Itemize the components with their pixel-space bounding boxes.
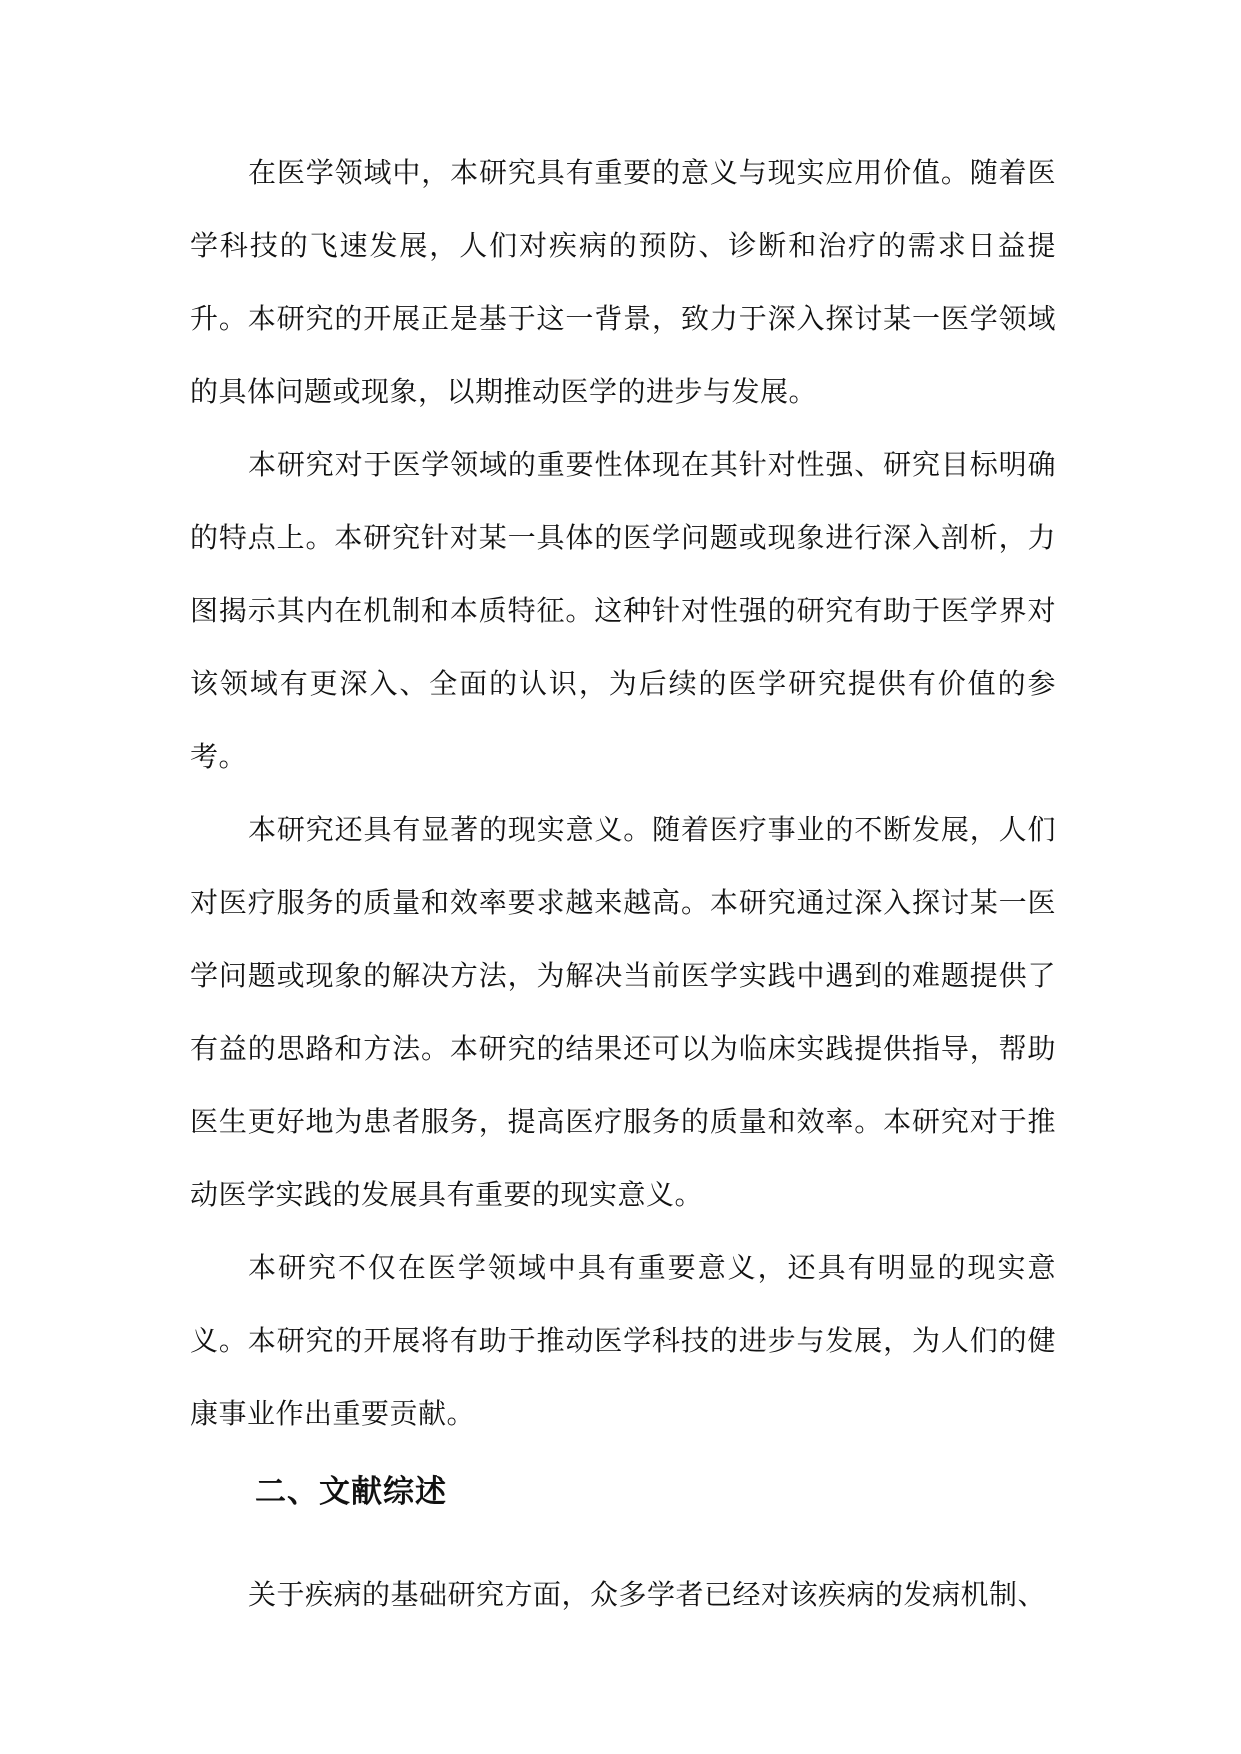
- paragraph-1: 在医学领域中，本研究具有重要的意义与现实应用价值。随着医学科技的飞速发展，人们对疾病的预防、诊断和治疗的需求日益提升。本研究的开展正是基于这一背景，致力于深入探讨某一医学领域的具体问题或现象，以期推动医学的进步与发展。: [190, 156, 1056, 408]
- body-section: [190, 136, 1056, 1450]
- section-heading-literature-review: 二、文献综述: [255, 1474, 447, 1510]
- paragraph-3: 本研究还具有显著的现实意义。随着医疗事业的不断发展，人们对医疗服务的质量和效率要求越来越高。本研究通过深入探讨某一医学问题或现象的解决方法，为解决当前医学实践中遇到的难题提供了有益的思路和方法。本研究的结果还可以为临床实践提供指导，帮助医生更好地为患者服务，提高医疗服务的质量和效率。本研究对于推动医学实践的发展具有重要的现实意义。: [190, 813, 1056, 1211]
- literature-review-paragraph-1: 关于疾病的基础研究方面，众多学者已经对该疾病的发病机制、: [248, 1578, 1047, 1611]
- paragraph-2: 本研究对于医学领域的重要性体现在其针对性强、研究目标明确的特点上。本研究针对某一具体的医学问题或现象进行深入剖析，力图揭示其内在机制和本质特征。这种针对性强的研究有助于医学界对该领域有更深入、全面的认识，为后续的医学研究提供有价值的参考。: [190, 448, 1056, 773]
- literature-review-section: [190, 1558, 1056, 1631]
- paragraph-4: 本研究不仅在医学领域中具有重要意义，还具有明显的现实意义。本研究的开展将有助于推动医学科技的进步与发展，为人们的健康事业作出重要贡献。: [190, 1251, 1056, 1430]
